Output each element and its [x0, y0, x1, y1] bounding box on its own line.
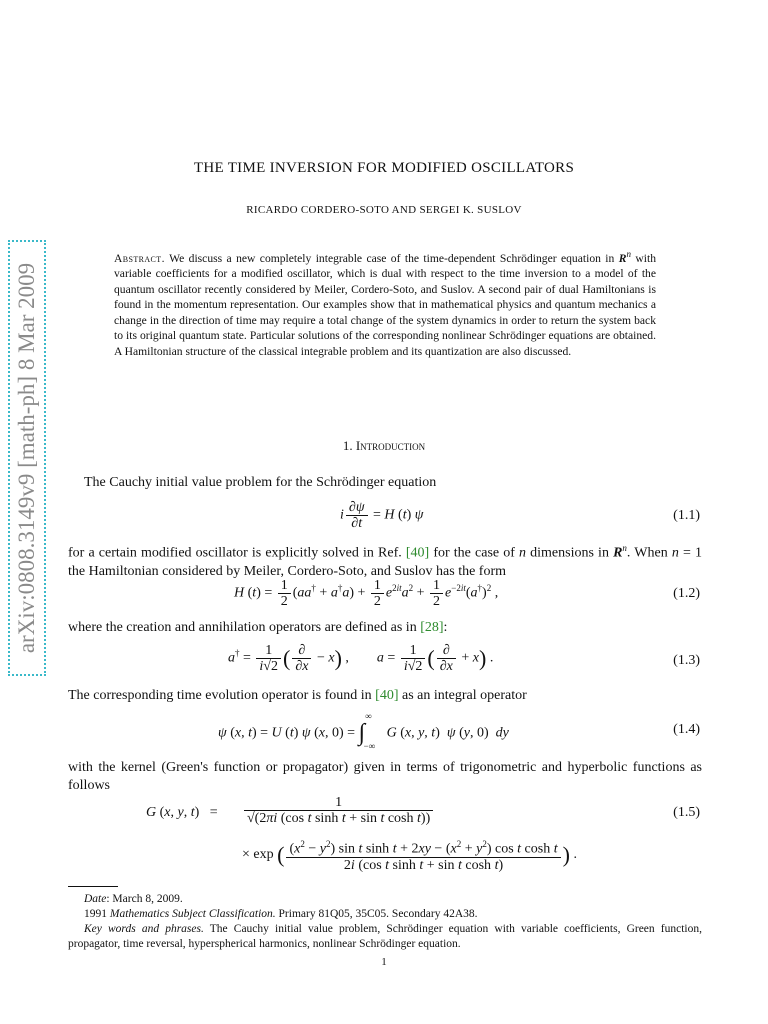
abstract-text-1: We discuss a new completely integrable case of the time-dependent Schrödinger equation in — [169, 251, 615, 265]
ref-link-40[interactable]: [40] — [405, 545, 430, 561]
abstract-text-2: with variable coefficients for a modified oscillator, which is dual with respect to the time inversion to a model of the quantum oscillator recently considered by Meiler, Cordero-Soto, and Suslov. A second pair of dual Hamiltonians is found in the momentum representation. Our examples show that in mathematical physics and quantum mechanics a change in the direction of time may require a total change of the system dynamics in order to return the system back to its original quantum state. Particular solutions of the corresponding nonlinear Schrödinger equations are obtained. A Hamiltonian structure of the classical integrable problem and its quantization are also discussed. — [114, 251, 657, 358]
section-title: Introduction — [355, 438, 426, 453]
footnote-keywords: Key words and phrases. The Cauchy initial value problem, Schrödinger equation with variable coefficients, Green function, propagator, time reversal, hyperspherical harmonics, nonlinear Schrödinger equation. — [68, 923, 702, 950]
eq-number-1-4: (1.4) — [673, 722, 700, 737]
equation-1-4: ψ (x, t) = U (t) ψ (x, $0) = \int^\infty_{-\infty}$ G (x, y, t) ψ (y, 0) dy (1.4) — [218, 711, 700, 751]
eq-number-1-2: (1.2) — [673, 586, 700, 601]
paper-title: THE TIME INVERSION FOR MODIFIED OSCILLATORS — [193, 160, 575, 176]
paragraph-3: where the creation and annihilation operators are defined as in [28]: — [68, 620, 448, 635]
page-number: 1 — [381, 956, 387, 968]
paragraph-4: The corresponding time evolution operator is found in [40] as an integral operator — [68, 688, 527, 703]
ref-link-28[interactable]: [28] — [420, 620, 444, 635]
footnote-msc: 1991 Mathematics Subject Classification. Primary 81Q05, 35C05. Secondary 42A38. — [84, 908, 478, 920]
equation-1-3: a† = $\frac{1}{i√2}$ ( $\frac{\partial}{\partial x}$ − x) , a = $\frac{1}{i√2}$ ( $\frac{\partial}{\partial x}$ + x) . (1.3) — [228, 643, 700, 674]
paragraph-2: for a certain modified oscillator is explicitly solved in Ref. [40] for the case of n dimensions in $R^n$. When n = 1 the Hamiltonian considered by Meiler, Cordero-Soto, and Suslov has the form — [68, 543, 703, 579]
eq-number-1-5: (1.5) — [673, 805, 700, 820]
eq-number-1-3: (1.3) — [673, 653, 700, 668]
equation-1-5: G (x, y, t) = $\frac{1}{\text{√(2πi (cos t sinh t + sin t cosh t))}}$ × exp ( $\frac{(x^2 - y^2) \sin t \sinh t + 2xy - (x^2 + y^2) \cos t \cosh t}{\text{2i (cos t sinh t + sin t cosh t)}}$ ) . (1.5) — [146, 795, 700, 873]
arxiv-stamp-text: arXiv:0808.3149v9 [math-ph] 8 Mar 2009 — [14, 262, 39, 654]
abstract-label: Abstract. — [114, 251, 165, 265]
footnote-date: Date: March 8, 2009. — [84, 893, 183, 905]
eq-number-1-1: (1.1) — [673, 508, 700, 523]
arxiv-stamp — [8, 240, 46, 676]
paper-authors: RICARDO CORDERO-SOTO AND SERGEI K. SUSLOV — [246, 204, 522, 216]
paragraph-5: with the kernel (Green's function or propagator) given in terms of trigonometric and hyperbolic functions as follows — [68, 760, 702, 793]
paragraph-1: The Cauchy initial value problem for the Schrödinger equation — [84, 475, 437, 490]
ref-link-40b[interactable]: [40] — [375, 688, 399, 703]
equation-1-1: i $\frac{\partial\psi}{\partial t}$ = H (t) ψ (1.1) — [340, 500, 700, 531]
section-heading — [0, 438, 768, 454]
equation-1-2: H (t) = $\frac{1}{2}$ (aa† + a†a) + $\frac{1}{2}$ $e^{2it}a^2$ + $\frac{1}{2}$ $e^{-2it}(a^\dagger)^2$ , (1.2) — [234, 578, 700, 609]
section-number: 1. — [342, 438, 353, 453]
footnote-rule — [68, 886, 118, 887]
abstract: Abstract. We discuss a new completely integrable case of the time-dependent Schrödinger equation in $R^n$ with variable coefficients for a modified oscillator, which is dual with respect to the time inversion to a model of the quantum oscillator recently considered by Meiler, Cordero-Soto, and Suslov. A second pair of dual Hamiltonians is found in the momentum representation. Our examples show that in mathematical physics and quantum mechanics a change in the direction of time may require a total change of the system dynamics in order to return the system back to its original quantum state. Particular solutions of the corresponding nonlinear Schrödinger equations are obtained. A Hamiltonian structure of the classical integrable problem and its quantization are also discussed. — [114, 249, 657, 358]
